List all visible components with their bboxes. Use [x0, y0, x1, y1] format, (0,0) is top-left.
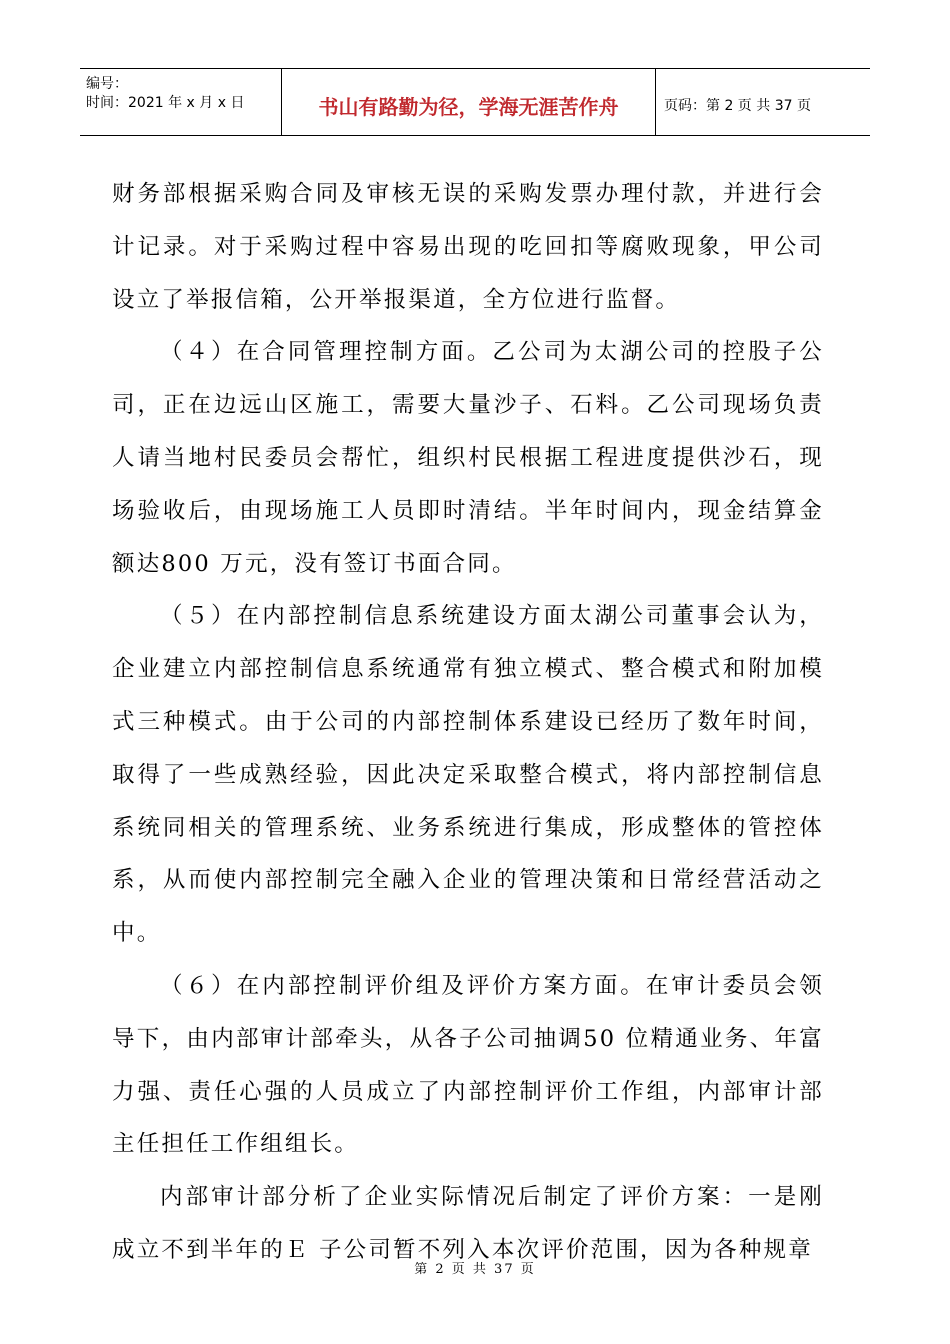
time-label: 时间：2021 年 x 月 x 日	[86, 95, 245, 111]
page-footer: 第 2 页 共 37 页	[414, 1262, 536, 1277]
header-meta-cell	[80, 69, 282, 135]
paragraph-continued: 财务部根据采购合同及审核无误的采购发票办理付款，并进行会计记录。对于采购过程中容易出现的吃回扣等腐败现象，甲公司设立了举报信箱，公开举报渠道，全方位进行监督。	[112, 181, 824, 313]
code-label: 编号：	[86, 76, 128, 92]
paragraph-contract-management: （４）在合同管理控制方面。乙公司为太湖公司的控股子公司，正在边远山区施工，需要大量沙子、石料。乙公司现场负责人请当地村民委员会帮忙，组织村民根据工程进度提供沙石，现场验收后，由现场施工人员即时清结。半年时间内，现金结算金额达800 万元，没有签订书面合同。	[112, 339, 824, 577]
document-body	[112, 168, 824, 1277]
paragraph-info-system: （５）在内部控制信息系统建设方面太湖公司董事会认为，企业建立内部控制信息系统通常有独立模式、整合模式和附加模式三种模式。由于公司的内部控制体系建设已经历了数年时间，取得了一些成熟经验，因此决定采取整合模式，将内部控制信息系统同相关的管理系统、业务系统进行集成，形成整体的管控体系，从而使内部控制完全融入企业的管理决策和日常经营活动之中。	[112, 603, 824, 947]
paragraph-evaluation-group: （６）在内部控制评价组及评价方案方面。在审计委员会领导下，由内部审计部牵头，从各子公司抽调50 位精通业务、年富力强、责任心强的人员成立了内部控制评价工作组，内部审计部主任担任工作组组长。	[112, 972, 824, 1158]
paragraph-evaluation-plan: 内部审计部分析了企业实际情况后制定了评价方案：一是刚成立不到半年的Ｅ 子公司暂不列入本次评价范围，因为各种规章	[112, 1184, 824, 1263]
header-motto: 书山有路勤为径，学海无涯苦作舟	[282, 69, 656, 135]
header-table	[80, 68, 870, 136]
header-page-info: 页码：第 2 页 共 37 页	[664, 98, 811, 114]
